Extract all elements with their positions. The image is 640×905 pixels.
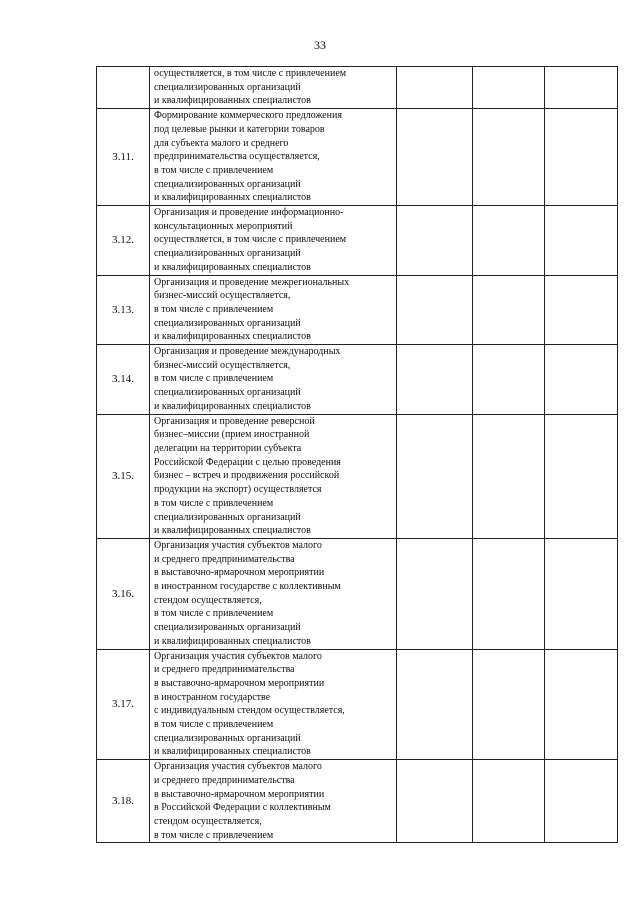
row-number: 3.18.: [97, 760, 150, 843]
description-line: Организация и проведение международных: [154, 346, 341, 358]
empty-cell-col-5: [545, 109, 618, 206]
description-line: специализированных организаций: [154, 511, 301, 523]
empty-cell-col-5: [545, 206, 618, 276]
services-table-body: [97, 67, 618, 843]
empty-cell-col-3: [397, 67, 473, 109]
description-line: Организация участия субъектов малого: [154, 761, 322, 773]
description-line: бизнес – встреч и продвижения российской: [154, 470, 340, 482]
description-line: в иностранном государстве с коллективным: [154, 581, 341, 593]
description-line: специализированных организаций: [154, 81, 301, 93]
empty-cell-col-4: [473, 414, 545, 538]
row-number: 3.11.: [97, 109, 150, 206]
row-number: 3.15.: [97, 414, 150, 538]
empty-cell-col-3: [397, 345, 473, 415]
empty-cell-col-3: [397, 414, 473, 538]
row-description: [150, 649, 397, 760]
row-number: [97, 67, 150, 109]
row-description: [150, 275, 397, 345]
row-description: [150, 414, 397, 538]
description-line: и квалифицированных специалистов: [154, 746, 311, 758]
empty-cell-col-4: [473, 649, 545, 760]
empty-cell-col-5: [545, 67, 618, 109]
description-line: в том числе с привлечением: [154, 608, 274, 620]
description-line: в том числе с привлечением: [154, 164, 274, 176]
description-line: стендом осуществляется,: [154, 815, 262, 827]
services-table: [96, 66, 618, 843]
description-line: и квалифицированных специалистов: [154, 400, 311, 412]
row-description: [150, 760, 397, 843]
description-line: Формирование коммерческого предложения: [154, 110, 342, 122]
table-row: [97, 649, 618, 760]
table-row: [97, 275, 618, 345]
row-description: [150, 109, 397, 206]
description-line: и квалифицированных специалистов: [154, 261, 311, 273]
description-line: специализированных организаций: [154, 387, 301, 399]
row-description: [150, 67, 397, 109]
empty-cell-col-5: [545, 275, 618, 345]
description-line: и среднего предпринимательства: [154, 664, 295, 676]
row-number: 3.17.: [97, 649, 150, 760]
empty-cell-col-3: [397, 649, 473, 760]
empty-cell-col-5: [545, 538, 618, 649]
description-line: в выставочно-ярмарочном мероприятии: [154, 677, 325, 689]
description-line: под целевые рынки и категории товаров: [154, 123, 325, 135]
description-line: предпринимательства осуществляется,: [154, 151, 320, 163]
description-line: в том числе с привлечением: [154, 829, 274, 841]
description-line: и квалифицированных специалистов: [154, 635, 311, 647]
row-number: 3.12.: [97, 206, 150, 276]
description-line: с индивидуальным стендом осуществляется,: [154, 705, 345, 717]
empty-cell-col-4: [473, 206, 545, 276]
description-line: Организация и проведение информационно-: [154, 207, 344, 219]
empty-cell-col-4: [473, 109, 545, 206]
description-line: делегации на территории субъекта: [154, 442, 302, 454]
description-line: и среднего предпринимательства: [154, 774, 295, 786]
description-line: в выставочно-ярмарочном мероприятии: [154, 567, 325, 579]
empty-cell-col-3: [397, 275, 473, 345]
row-description: [150, 538, 397, 649]
table-row: [97, 414, 618, 538]
empty-cell-col-5: [545, 649, 618, 760]
table-row: [97, 206, 618, 276]
description-line: в выставочно-ярмарочном мероприятии: [154, 788, 325, 800]
description-line: Организация и проведение реверсной: [154, 415, 315, 427]
empty-cell-col-5: [545, 414, 618, 538]
row-number: 3.14.: [97, 345, 150, 415]
description-line: в иностранном государстве: [154, 691, 271, 703]
empty-cell-col-4: [473, 538, 545, 649]
description-line: и квалифицированных специалистов: [154, 192, 311, 204]
empty-cell-col-3: [397, 206, 473, 276]
empty-cell-col-4: [473, 275, 545, 345]
description-line: в том числе с привлечением: [154, 719, 274, 731]
description-line: бизнес-миссий осуществляется,: [154, 359, 291, 371]
description-line: специализированных организаций: [154, 732, 301, 744]
empty-cell-col-4: [473, 345, 545, 415]
description-line: осуществляется, в том числе с привлечением: [154, 68, 347, 79]
row-number: 3.13.: [97, 275, 150, 345]
description-line: Российской Федерации с целью проведения: [154, 456, 341, 468]
empty-cell-col-3: [397, 760, 473, 843]
description-line: специализированных организаций: [154, 248, 301, 260]
description-line: бизнес-миссий осуществляется,: [154, 290, 291, 302]
description-line: и квалифицированных специалистов: [154, 525, 311, 537]
description-line: осуществляется, в том числе с привлечением: [154, 234, 347, 246]
description-line: в том числе с привлечением: [154, 497, 274, 509]
table-row: [97, 67, 618, 109]
description-line: и квалифицированных специалистов: [154, 331, 311, 343]
row-description: [150, 206, 397, 276]
description-line: в Российской Федерации с коллективным: [154, 802, 331, 814]
row-number: 3.16.: [97, 538, 150, 649]
description-line: специализированных организаций: [154, 317, 301, 329]
table-row: [97, 109, 618, 206]
description-line: в том числе с привлечением: [154, 303, 274, 315]
description-line: бизнес–миссии (прием иностранной: [154, 429, 310, 441]
description-line: Организация участия субъектов малого: [154, 650, 322, 662]
table-row: [97, 760, 618, 843]
description-line: продукции на экспорт) осуществляется: [154, 484, 322, 496]
empty-cell-col-5: [545, 345, 618, 415]
description-line: консультационных мероприятий: [154, 220, 293, 232]
description-line: и среднего предпринимательства: [154, 553, 295, 565]
table-row: [97, 538, 618, 649]
empty-cell-col-3: [397, 109, 473, 206]
description-line: в том числе с привлечением: [154, 373, 274, 385]
row-description: [150, 345, 397, 415]
description-line: Организация и проведение межрегиональных: [154, 276, 350, 288]
description-line: и квалифицированных специалистов: [154, 95, 311, 107]
description-line: стендом осуществляется,: [154, 594, 262, 606]
table-row: [97, 345, 618, 415]
empty-cell-col-3: [397, 538, 473, 649]
description-line: для субъекта малого и среднего: [154, 137, 289, 149]
description-line: специализированных организаций: [154, 622, 301, 634]
description-line: Организация участия субъектов малого: [154, 539, 322, 551]
empty-cell-col-5: [545, 760, 618, 843]
page-number: 33: [314, 38, 326, 52]
description-line: специализированных организаций: [154, 178, 301, 190]
empty-cell-col-4: [473, 67, 545, 109]
empty-cell-col-4: [473, 760, 545, 843]
